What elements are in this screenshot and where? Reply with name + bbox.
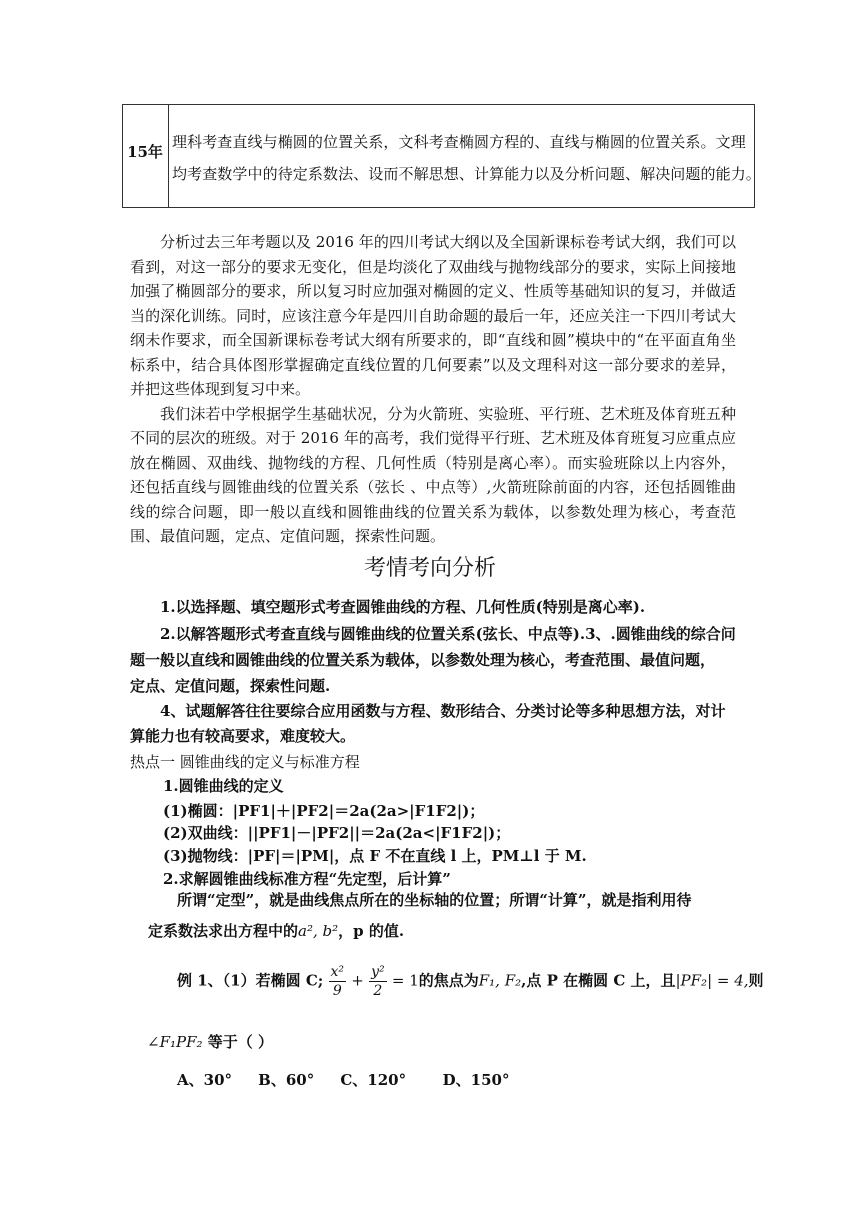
option-c: C、120° [340, 1071, 407, 1089]
section-heading: 考情考向分析 [363, 556, 496, 581]
hot-point-1: 热点一 圆锥曲线的定义与标准方程 [130, 753, 360, 771]
definition-hyperbola: (2)双曲线：||PF1|－|PF2||＝2a(2a<|F1F2|)； [163, 824, 511, 842]
example-1: 例 1、（1）若椭圆 C; $\frac{\text{x²}}{9}$ + $\frac{\text{y²}}{2}$ = 1的焦点为F₁, F₂,点 P 在椭圆 C 上，且|PF₂| = 4,则 [177, 964, 764, 999]
option-d: D、150° [442, 1071, 510, 1089]
paragraph-school: 我们沫若中学根据学生基础状况，分为火箭班、实验班、平行班、艺术班及体育班五种不同的层次的班级。对于 2016 年的高考，我们觉得平行班、艺术班及体育班复习应重点应放在椭圆、双曲线、抛物线的方程、几何性质（特别是离心率）。而实验班除以上内容外，还包括直线与圆锥曲线的位置关系（弦长 、中点等）,火箭班除前面的内容，还包括圆锥曲线的综合问题，即一般以直线和圆锥曲线的位置关系为载体，以参数处理为核心，考查范围、最值问题，定点、定值问题，探索性问题。 [130, 404, 736, 545]
item-4-line-2: 算能力也有较高要求，难度较大。 [130, 727, 356, 745]
option-a: A、30° [177, 1071, 233, 1089]
item-2-line-2: 题一般以直线和圆锥曲线的位置关系为载体，以参数处理为核心，考查范围、最值问题， [130, 651, 716, 669]
table-year-cell: 15年 [127, 143, 163, 161]
item-4-line-1: 4、试题解答往往要综合应用函数与方程、数形结合、分类讨论等多种思想方法，对计 [160, 702, 726, 720]
table-line-2: 均考查数学中的待定系数法、设而不解思想、计算能力以及分析问题、解决问题的能力。 [172, 165, 761, 183]
fraction-x2-over-9: $\frac{\text{x²}}{9}$ [330, 964, 345, 999]
analysis-paragraphs [130, 230, 736, 549]
a2-b2-formula: a², b² [298, 922, 339, 940]
standard-equation-title: 2.求解圆锥曲线标准方程“先定型，后计算” [163, 870, 451, 888]
standard-equation-text-2: 定系数法求出方程中的a², b²，p 的值. [148, 922, 405, 940]
definition-title: 1.圆锥曲线的定义 [163, 777, 284, 795]
fraction-y2-over-2: $\frac{\text{y²}}{2}$ [371, 964, 385, 999]
option-b: B、60° [258, 1071, 315, 1089]
item-2-line-3: 定点、定值问题，探索性问题. [130, 677, 331, 695]
summary-table [122, 104, 761, 208]
example-1-line-2: ∠F₁PF₂ 等于（ ） [147, 1033, 273, 1051]
standard-equation-text-1: 所谓“定型”，就是曲线焦点所在的坐标轴的位置；所谓“计算”，就是指利用待 [177, 891, 692, 909]
item-1: 1.以选择题、填空题形式考查圆锥曲线的方程、几何性质(特别是离心率). [160, 598, 646, 616]
table-content-cell [172, 126, 761, 190]
example-1-options [177, 1069, 509, 1090]
definition-parabola: (3)抛物线：|PF|＝|PM|，点 F 不在直线 l 上，PM⊥l 于 M. [163, 847, 587, 865]
paragraph-analysis: 分析过去三年考题以及 2016 年的四川考试大纲以及全国新课标卷考试大纲，我们可以看到，对这一部分的要求无变化，但是均淡化了双曲线与抛物线部分的要求，实际上间接地加强了椭圆部分的要求，所以复习时应加强对椭圆的定义、性质等基础知识的复习，并做适当的深化训练。同时，应该注意今年是四川自助命题的最后一年，还应关注一下四川考试大纲未作要求，而全国新课标卷考试大纲有所要求的，即“直线和圆”模块中的“在平面直角坐标系中，结合具体图形掌握确定直线位置的几何要素”以及文理科对这一部分要求的差异，并把这些体现到复习中来。 [130, 233, 736, 398]
table-line-1: 理科考查直线与椭圆的位置关系，文科考查椭圆方程的、直线与椭圆的位置关系。文理 [172, 133, 746, 151]
item-2-line-1: 2.以解答题形式考查直线与圆锥曲线的位置关系(弦长、中点等).3、.圆锥曲线的综合问 [160, 625, 736, 643]
definition-ellipse: (1)椭圆：|PF1|＋|PF2|＝2a(2a>|F1F2|)； [163, 802, 485, 820]
